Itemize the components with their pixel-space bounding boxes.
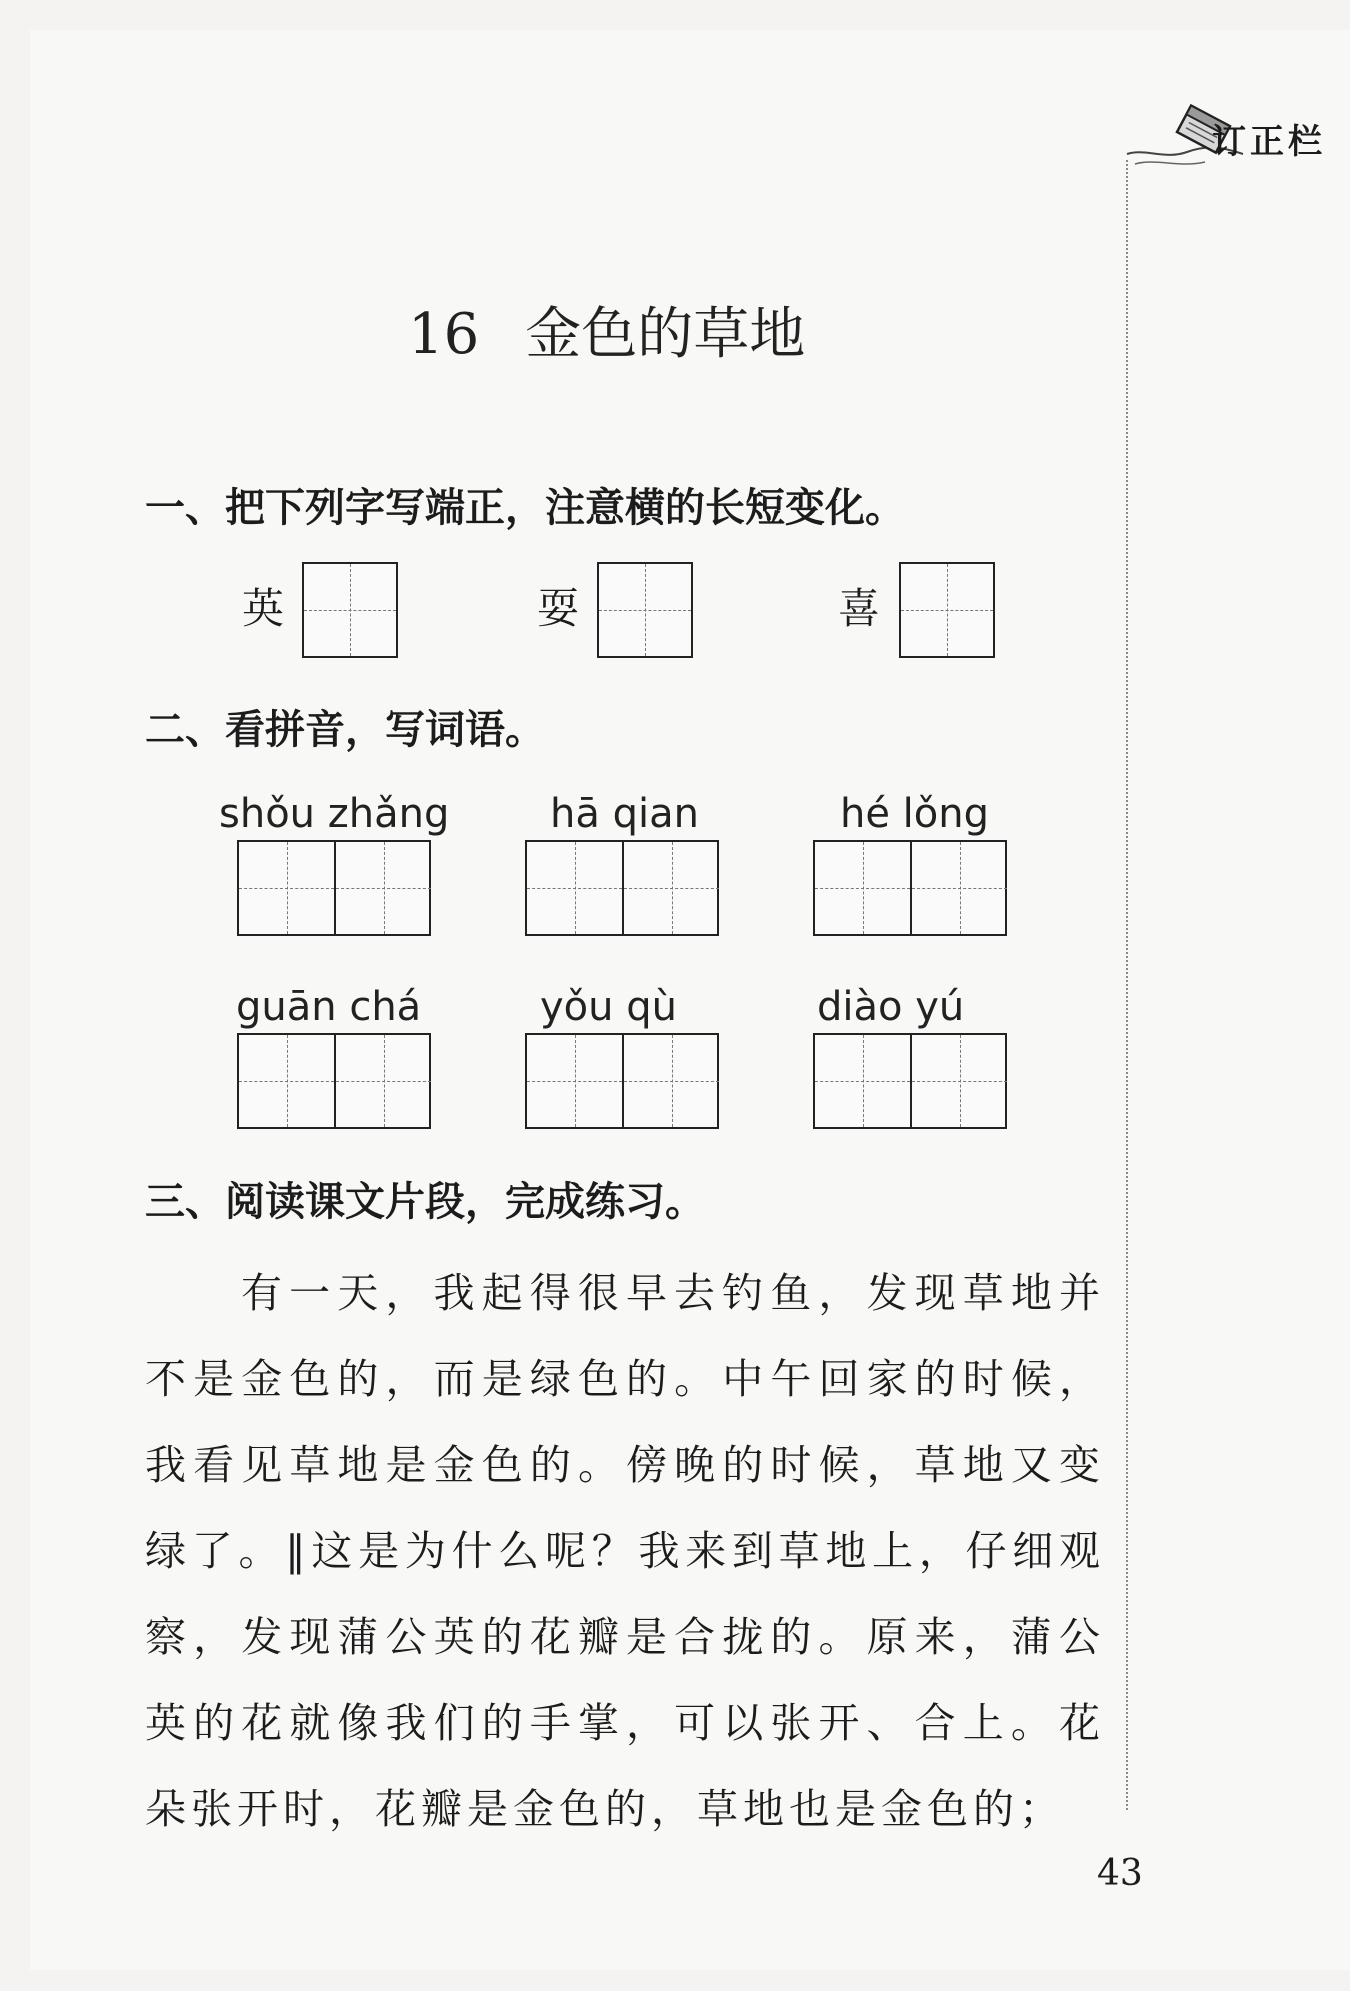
word-writing-box[interactable] bbox=[813, 1033, 1007, 1129]
pinyin-label: shǒu zhǎng bbox=[219, 791, 450, 837]
char-shua: 耍 bbox=[537, 584, 580, 633]
section2-heading: 二、看拼音，写词语。 bbox=[145, 707, 545, 753]
lesson-title bbox=[408, 290, 805, 370]
pinyin-label: hā qian bbox=[550, 791, 699, 837]
char-ying: 英 bbox=[242, 584, 285, 633]
page-number: 43 bbox=[1097, 1853, 1143, 1894]
pinyin-label: guān chá bbox=[236, 984, 422, 1030]
lesson-number: 16 bbox=[408, 302, 480, 367]
word-writing-box[interactable] bbox=[237, 1033, 431, 1129]
pinyin-label: diào yú bbox=[817, 984, 965, 1030]
lesson-name: 金色的草地 bbox=[525, 302, 806, 367]
word-writing-box[interactable] bbox=[237, 840, 431, 936]
section1-heading: 一、把下列字写端正，注意横的长短变化。 bbox=[145, 485, 905, 531]
char-xi: 喜 bbox=[838, 584, 881, 633]
char-writing-box[interactable] bbox=[302, 562, 398, 658]
reading-passage bbox=[145, 1250, 1105, 1852]
word-writing-box[interactable] bbox=[813, 840, 1007, 936]
pinyin-label: hé lǒng bbox=[840, 791, 990, 837]
correction-label: 订正栏 bbox=[1212, 122, 1326, 162]
pinyin-label: yǒu qù bbox=[540, 984, 677, 1030]
section3-heading: 三、阅读课文片段，完成练习。 bbox=[145, 1179, 705, 1225]
correction-divider bbox=[1126, 160, 1128, 1810]
passage-text: 有一天，我起得很早去钓鱼，发现草地并不是金色的，而是绿色的。中午回家的时候，我看见草地是金色的。傍晚的时候，草地又变绿了。‖这是为什么呢？我来到草地上，仔细观察，发现蒲公英的花瓣是合拢的。原来，蒲公英的花就像我们的手掌，可以张开、合上。花朵张开时，花瓣是金色的，草地也是金色的； bbox=[145, 1269, 1105, 1833]
correction-column-header bbox=[1125, 92, 1350, 172]
word-writing-box[interactable] bbox=[525, 840, 719, 936]
char-writing-box[interactable] bbox=[597, 562, 693, 658]
char-writing-box[interactable] bbox=[899, 562, 995, 658]
word-writing-box[interactable] bbox=[525, 1033, 719, 1129]
